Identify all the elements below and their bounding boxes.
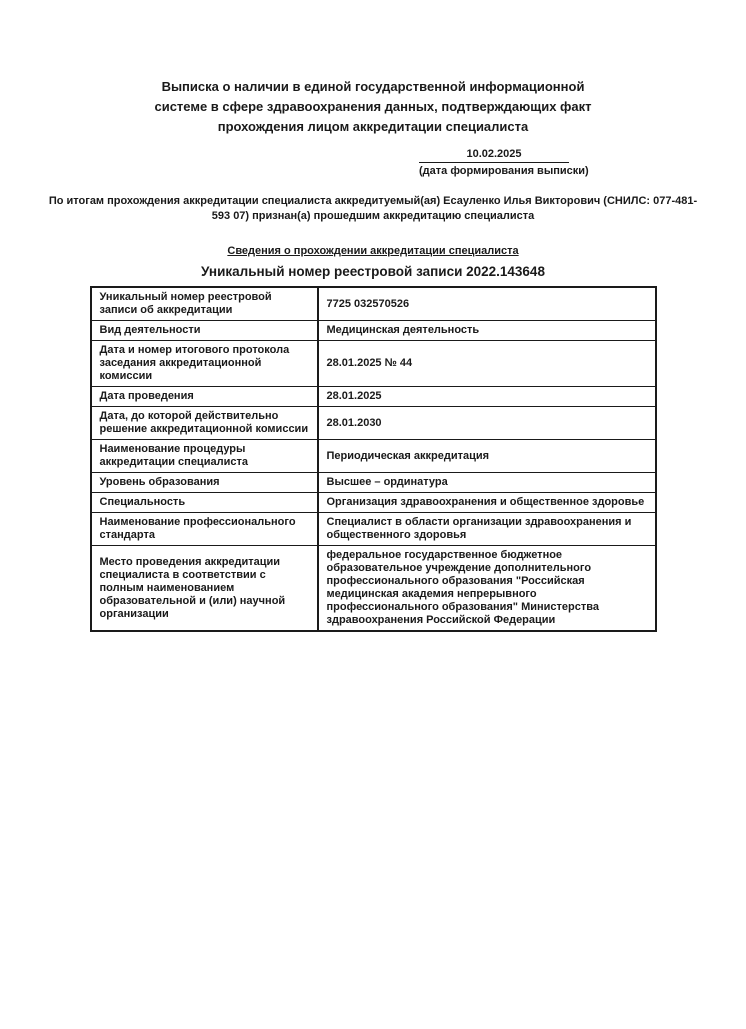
table-label-cell: Наименование профессионального стандарта	[91, 513, 318, 546]
table-row	[91, 407, 656, 440]
table-row	[91, 546, 656, 632]
title-line-1: Выписка о наличии в единой государственной информационной	[161, 79, 585, 94]
registry-number-heading: Уникальный номер реестровой записи 2022.143648	[201, 264, 545, 279]
table-label-cell: Место проведения аккредитации специалиста в соответствии с полным наименованием образовательной и (или) научной организации	[91, 546, 318, 632]
table-value-cell: 28.01.2025	[318, 387, 656, 407]
table-row	[91, 473, 656, 493]
table-label-cell: Специальность	[91, 493, 318, 513]
table-label-cell: Уникальный номер реестровой записи об аккредитации	[91, 287, 318, 321]
intro-line-2: 593 07) признан(а) прошедшим аккредитацию специалиста	[211, 210, 535, 222]
table-label-cell: Уровень образования	[91, 473, 318, 493]
table-row	[91, 387, 656, 407]
table-row	[91, 321, 656, 341]
table-value-cell: Специалист в области организации здравоохранения и общественного здоровья	[318, 513, 656, 546]
table-label-cell: Вид деятельности	[91, 321, 318, 341]
extract-date-block	[419, 148, 589, 177]
table-value-cell: 28.01.2025 № 44	[318, 341, 656, 387]
table-value-cell: Организация здравоохранения и общественное здоровье	[318, 493, 656, 513]
document-title	[0, 77, 746, 137]
table-row	[91, 440, 656, 473]
intro-line-1: По итогам прохождения аккредитации специалиста аккредитуемый(ая) Есауленко Илья Викторович (СНИЛС: 077-481-	[48, 195, 698, 207]
section-heading: Сведения о прохождении аккредитации специалиста	[227, 245, 519, 257]
table-label-cell: Дата проведения	[91, 387, 318, 407]
table-value-cell: 7725 032570526	[318, 287, 656, 321]
table-row	[91, 287, 656, 321]
table-value-cell: федеральное государственное бюджетное образовательное учреждение дополнительного профессионального образования "Российская медицинская академия непрерывного профессионального образования" Министерства здравоохранения Российской Федерации	[318, 546, 656, 632]
table-label-cell: Дата и номер итогового протокола заседания аккредитационной комиссии	[91, 341, 318, 387]
title-line-3: прохождения лицом аккредитации специалиста	[217, 119, 529, 134]
accreditation-table	[90, 286, 657, 632]
table-value-cell: Медицинская деятельность	[318, 321, 656, 341]
table-value-cell: Высшее – ординатура	[318, 473, 656, 493]
title-line-2: системе в сфере здравоохранения данных, подтверждающих факт	[154, 99, 592, 114]
table-row	[91, 513, 656, 546]
intro-paragraph	[0, 194, 746, 224]
extract-date: 10.02.2025	[419, 148, 569, 163]
table-value-cell: Периодическая аккредитация	[318, 440, 656, 473]
table-label-cell: Наименование процедуры аккредитации специалиста	[91, 440, 318, 473]
table-row	[91, 341, 656, 387]
extract-date-caption: (дата формирования выписки)	[419, 165, 589, 177]
table-value-cell: 28.01.2030	[318, 407, 656, 440]
table-row	[91, 493, 656, 513]
table-label-cell: Дата, до которой действительно решение аккредитационной комиссии	[91, 407, 318, 440]
